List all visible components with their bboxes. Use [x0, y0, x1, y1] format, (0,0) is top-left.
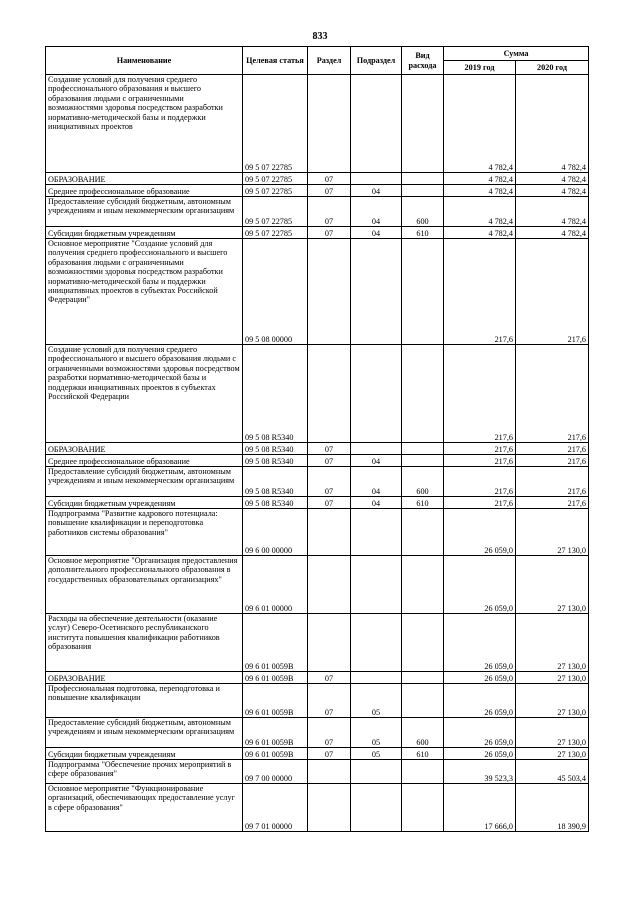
- cell-type: 600: [402, 718, 444, 748]
- cell-type: [402, 760, 444, 784]
- cell-target: 09 5 08 R5340: [243, 455, 308, 467]
- cell-y2020: 217,6: [516, 455, 589, 467]
- cell-type: [402, 443, 444, 455]
- cell-subsection: [351, 556, 402, 614]
- cell-y2019: 26 059,0: [444, 748, 516, 760]
- cell-subsection: 04: [351, 185, 402, 197]
- cell-y2019: 217,6: [444, 455, 516, 467]
- cell-type: 610: [402, 497, 444, 509]
- cell-section: [308, 239, 351, 345]
- cell-type: [402, 509, 444, 556]
- cell-target: 09 6 01 0059В: [243, 748, 308, 760]
- cell-y2020: 4 782,4: [516, 227, 589, 239]
- cell-type: [402, 784, 444, 832]
- cell-subsection: 04: [351, 227, 402, 239]
- table-row: [46, 185, 589, 197]
- cell-type: [402, 239, 444, 345]
- cell-type: [402, 614, 444, 672]
- cell-name: Подпрограмма "Развитие кадрового потенциала: повышение квалификации и переподготовка работников системы образования": [46, 509, 243, 556]
- cell-subsection: 04: [351, 497, 402, 509]
- cell-name: Предоставление субсидий бюджетным, автономным учреждениям и иным некоммерческим организациям: [46, 197, 243, 227]
- table-row: [46, 556, 589, 614]
- cell-subsection: [351, 173, 402, 185]
- page-number: 833: [312, 31, 328, 42]
- cell-target: 09 7 01 00000: [243, 784, 308, 832]
- cell-y2019: 4 782,4: [444, 227, 516, 239]
- cell-section: 07: [308, 173, 351, 185]
- cell-subsection: 05: [351, 748, 402, 760]
- table-row: [46, 227, 589, 239]
- cell-subsection: 04: [351, 467, 402, 497]
- budget-table: [45, 46, 589, 832]
- cell-y2020: 4 782,4: [516, 75, 589, 173]
- cell-target: 09 5 08 R5340: [243, 467, 308, 497]
- cell-y2019: 26 059,0: [444, 718, 516, 748]
- cell-name: Создание условий для получения среднего профессионального образования и высшего образования людьми с ограниченными возможностями здоровья посредством разработки нормативно-методической базы и поддержки инициативных проектов: [46, 75, 243, 173]
- cell-section: 07: [308, 185, 351, 197]
- cell-y2019: 4 782,4: [444, 75, 516, 173]
- col-header-subsection: Подраздел: [351, 47, 402, 75]
- table-row: [46, 497, 589, 509]
- cell-section: [308, 556, 351, 614]
- cell-target: 09 5 07 22785: [243, 227, 308, 239]
- cell-target: 09 6 01 0059В: [243, 718, 308, 748]
- cell-type: 600: [402, 197, 444, 227]
- cell-section: 07: [308, 718, 351, 748]
- cell-y2020: 27 130,0: [516, 748, 589, 760]
- cell-target: 09 5 08 R5340: [243, 345, 308, 443]
- cell-target: 09 5 07 22785: [243, 173, 308, 185]
- cell-section: 07: [308, 748, 351, 760]
- cell-target: 09 5 07 22785: [243, 75, 308, 173]
- table-row: [46, 509, 589, 556]
- cell-y2020: 45 503,4: [516, 760, 589, 784]
- cell-name: Предоставление субсидий бюджетным, автономным учреждениям и иным некоммерческим организациям: [46, 467, 243, 497]
- cell-y2020: 217,6: [516, 467, 589, 497]
- cell-subsection: [351, 345, 402, 443]
- cell-y2020: 27 130,0: [516, 509, 589, 556]
- cell-y2019: 217,6: [444, 345, 516, 443]
- cell-subsection: [351, 672, 402, 684]
- cell-target: 09 5 08 R5340: [243, 497, 308, 509]
- cell-target: 09 6 01 00000: [243, 556, 308, 614]
- cell-name: ОБРАЗОВАНИЕ: [46, 672, 243, 684]
- cell-y2020: 4 782,4: [516, 197, 589, 227]
- cell-section: [308, 509, 351, 556]
- cell-name: Субсидии бюджетным учреждениям: [46, 227, 243, 239]
- cell-section: 07: [308, 672, 351, 684]
- cell-subsection: [351, 443, 402, 455]
- cell-y2019: 217,6: [444, 467, 516, 497]
- cell-y2019: 4 782,4: [444, 173, 516, 185]
- cell-y2020: 27 130,0: [516, 556, 589, 614]
- cell-section: [308, 784, 351, 832]
- col-header-section: Раздел: [308, 47, 351, 75]
- cell-y2020: 27 130,0: [516, 684, 589, 718]
- cell-y2019: 17 666,0: [444, 784, 516, 832]
- cell-section: [308, 614, 351, 672]
- cell-type: [402, 556, 444, 614]
- cell-section: 07: [308, 684, 351, 718]
- cell-section: 07: [308, 497, 351, 509]
- cell-name: Основное мероприятие "Организация предоставления дополнительного профессионального образования в государственных образовательных организациях": [46, 556, 243, 614]
- cell-section: 07: [308, 197, 351, 227]
- cell-subsection: [351, 509, 402, 556]
- table-header: [46, 47, 589, 75]
- cell-y2020: 217,6: [516, 345, 589, 443]
- cell-name: Расходы на обеспечение деятельности (оказание услуг) Северо-Осетинского республиканского института повышения квалификации работников образования: [46, 614, 243, 672]
- cell-name: Среднее профессиональное образование: [46, 455, 243, 467]
- table-row: [46, 197, 589, 227]
- cell-type: [402, 684, 444, 718]
- cell-section: [308, 75, 351, 173]
- col-header-target: Целевая статья: [243, 47, 308, 75]
- col-header-name: Наименование: [46, 47, 243, 75]
- cell-target: 09 5 07 22785: [243, 185, 308, 197]
- cell-y2019: 217,6: [444, 497, 516, 509]
- table-row: [46, 760, 589, 784]
- table-row: [46, 443, 589, 455]
- cell-section: 07: [308, 455, 351, 467]
- cell-subsection: [351, 760, 402, 784]
- cell-target: 09 5 07 22785: [243, 197, 308, 227]
- table-body: [46, 75, 589, 832]
- table-row: [46, 718, 589, 748]
- cell-type: 610: [402, 748, 444, 760]
- cell-y2019: 4 782,4: [444, 185, 516, 197]
- table-row: [46, 784, 589, 832]
- cell-y2020: 4 782,4: [516, 185, 589, 197]
- cell-type: [402, 185, 444, 197]
- cell-y2020: 4 782,4: [516, 173, 589, 185]
- table-row: [46, 75, 589, 173]
- cell-subsection: [351, 614, 402, 672]
- cell-subsection: [351, 239, 402, 345]
- table-row: [46, 672, 589, 684]
- cell-name: Основное мероприятие "Функционирование организаций, обеспечивающих предоставление услуг в сфере образования": [46, 784, 243, 832]
- cell-section: 07: [308, 467, 351, 497]
- cell-section: [308, 345, 351, 443]
- cell-subsection: 05: [351, 684, 402, 718]
- table-row: [46, 684, 589, 718]
- table-row: [46, 467, 589, 497]
- cell-section: [308, 760, 351, 784]
- cell-y2020: 217,6: [516, 239, 589, 345]
- cell-subsection: 04: [351, 455, 402, 467]
- cell-name: Субсидии бюджетным учреждениям: [46, 497, 243, 509]
- cell-subsection: 04: [351, 197, 402, 227]
- cell-y2019: 4 782,4: [444, 197, 516, 227]
- cell-subsection: 05: [351, 718, 402, 748]
- cell-y2019: 26 059,0: [444, 509, 516, 556]
- cell-type: [402, 672, 444, 684]
- cell-type: 600: [402, 467, 444, 497]
- table-row: [46, 345, 589, 443]
- col-header-2019: 2019 год: [444, 61, 516, 75]
- cell-target: 09 6 01 0059В: [243, 684, 308, 718]
- cell-y2019: 217,6: [444, 443, 516, 455]
- cell-y2020: 217,6: [516, 497, 589, 509]
- cell-target: 09 6 00 00000: [243, 509, 308, 556]
- cell-y2020: 18 390,9: [516, 784, 589, 832]
- cell-name: Профессиональная подготовка, переподготовка и повышение квалификации: [46, 684, 243, 718]
- cell-target: 09 5 08 R5340: [243, 443, 308, 455]
- cell-section: 07: [308, 443, 351, 455]
- table-row: [46, 614, 589, 672]
- cell-target: 09 5 08 00000: [243, 239, 308, 345]
- cell-type: [402, 173, 444, 185]
- cell-type: [402, 345, 444, 443]
- cell-name: ОБРАЗОВАНИЕ: [46, 173, 243, 185]
- cell-type: [402, 455, 444, 467]
- cell-y2019: 26 059,0: [444, 684, 516, 718]
- cell-name: Субсидии бюджетным учреждениям: [46, 748, 243, 760]
- col-header-expense-type: Вид расхода: [402, 47, 444, 75]
- table-row: [46, 748, 589, 760]
- cell-name: ОБРАЗОВАНИЕ: [46, 443, 243, 455]
- col-header-sum: Сумма: [444, 47, 589, 61]
- cell-subsection: [351, 784, 402, 832]
- cell-name: Среднее профессиональное образование: [46, 185, 243, 197]
- cell-subsection: [351, 75, 402, 173]
- table-row: [46, 239, 589, 345]
- cell-y2020: 27 130,0: [516, 614, 589, 672]
- cell-y2019: 26 059,0: [444, 614, 516, 672]
- table-row: [46, 455, 589, 467]
- cell-name: Основное мероприятие "Создание условий для получения среднего профессионального и высшего образования людьми с ограниченными возможностями здоровья посредством разработки нормативно-методической базы и поддержки инициативных проектов в субъектах Российской Федерации": [46, 239, 243, 345]
- cell-y2019: 217,6: [444, 239, 516, 345]
- table-row: [46, 173, 589, 185]
- cell-y2020: 27 130,0: [516, 718, 589, 748]
- cell-name: Подпрограмма "Обеспечение прочих мероприятий в сфере образования": [46, 760, 243, 784]
- cell-name: Предоставление субсидий бюджетным, автономным учреждениям и иным некоммерческим организациям: [46, 718, 243, 748]
- col-header-2020: 2020 год: [516, 61, 589, 75]
- cell-target: 09 6 01 0059В: [243, 614, 308, 672]
- cell-type: 610: [402, 227, 444, 239]
- cell-y2019: 26 059,0: [444, 556, 516, 614]
- cell-y2019: 26 059,0: [444, 672, 516, 684]
- cell-y2020: 217,6: [516, 443, 589, 455]
- cell-name: Создание условий для получения среднего профессионального и высшего образования людьми с ограниченными возможностями здоровья посредством разработки нормативно-методической базы и поддержки инициативных проектов в субъектах Российской Федерации: [46, 345, 243, 443]
- cell-target: 09 6 01 0059В: [243, 672, 308, 684]
- cell-section: 07: [308, 227, 351, 239]
- cell-target: 09 7 00 00000: [243, 760, 308, 784]
- cell-type: [402, 75, 444, 173]
- cell-y2020: 27 130,0: [516, 672, 589, 684]
- cell-y2019: 39 523,3: [444, 760, 516, 784]
